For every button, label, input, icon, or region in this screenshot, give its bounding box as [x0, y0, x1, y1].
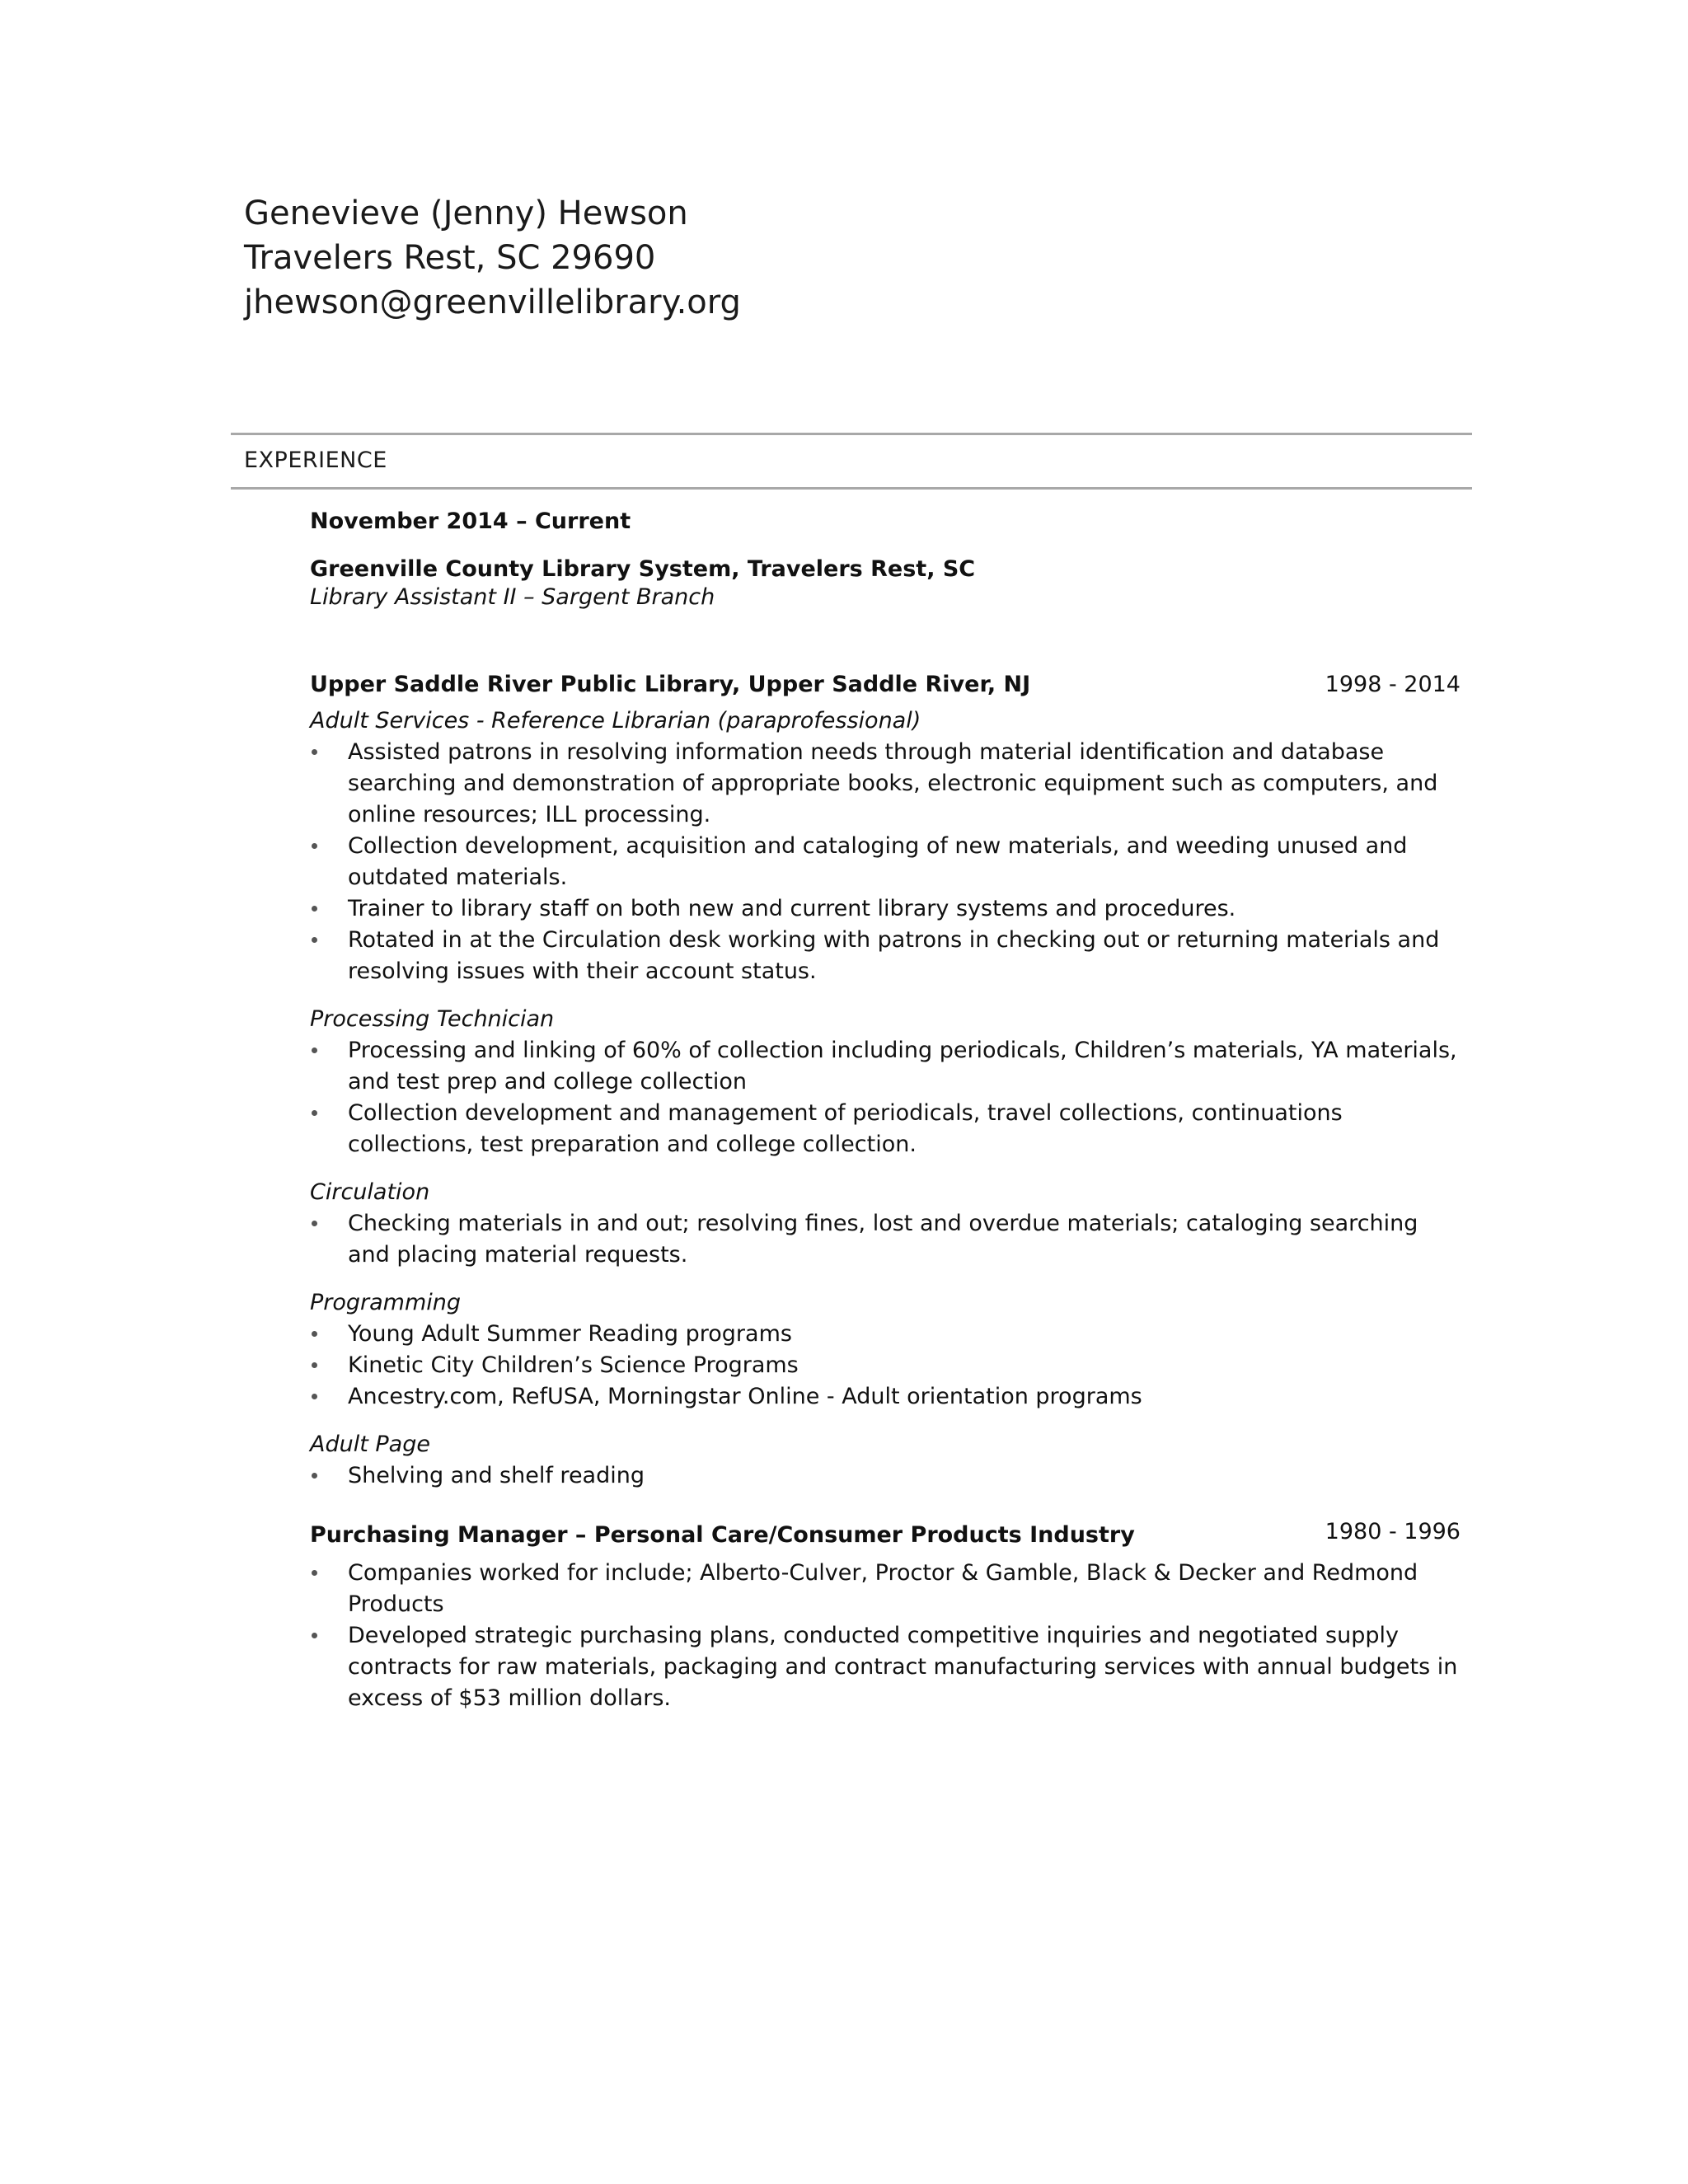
- list-item: [310, 831, 1461, 893]
- role-bullet-list: [310, 737, 1461, 987]
- role-title: Programming: [310, 1290, 462, 1315]
- job-header-row: [310, 1520, 1461, 1551]
- bullet-text: Young Adult Summer Reading programs: [348, 1321, 792, 1347]
- list-item: [310, 1208, 1461, 1271]
- bullet-icon: [312, 1473, 317, 1479]
- list-item: [310, 1098, 1461, 1160]
- bullet-icon: [312, 1362, 317, 1368]
- bullet-icon: [312, 1331, 317, 1337]
- experience-section: [310, 506, 1461, 1714]
- role-bullet-list: [310, 1319, 1461, 1413]
- job-years: 1998 - 2014: [1325, 672, 1461, 697]
- bullet-icon: [312, 749, 317, 755]
- bullet-icon: [312, 1047, 317, 1053]
- list-item: [310, 925, 1461, 987]
- job-organization: Greenville County Library System, Travelers Rest, SC: [310, 556, 976, 582]
- list-item: [310, 1319, 1461, 1350]
- list-item: [310, 1381, 1461, 1413]
- section-divider-bottom: [231, 487, 1472, 490]
- bullet-text: Collection development and management of periodicals, travel collections, continuations collections, test preparation and college collection.: [348, 1100, 1343, 1157]
- bullet-icon: [312, 906, 317, 912]
- bullet-text: Trainer to library staff on both new and current library systems and procedures.: [348, 896, 1236, 921]
- bullet-icon: [312, 1110, 317, 1116]
- bullet-icon: [312, 1570, 317, 1576]
- list-item: [310, 893, 1461, 925]
- job-organization: Upper Saddle River Public Library, Upper Saddle River, NJ: [310, 672, 1031, 697]
- list-item: [310, 737, 1461, 831]
- role-bullet-list: [310, 1035, 1461, 1160]
- section-divider-top: [231, 433, 1472, 435]
- job-purchasing-manager: [310, 1520, 1461, 1714]
- job-bullet-list: [310, 1558, 1461, 1714]
- resume-header: [244, 191, 741, 325]
- list-item: [310, 1460, 1461, 1492]
- job-role: Library Assistant II – Sargent Branch: [310, 584, 715, 610]
- bullet-text: Checking materials in and out; resolving fines, lost and overdue materials; cataloging searching and placing material requests.: [348, 1211, 1418, 1268]
- job-greenville: [310, 506, 1461, 612]
- bullet-icon: [312, 1221, 317, 1226]
- bullet-icon: [312, 843, 317, 849]
- bullet-text: Processing and linking of 60% of collection including periodicals, Children’s materials, YA materials, and test prep and college collection: [348, 1038, 1457, 1094]
- list-item: [310, 1035, 1461, 1098]
- role-bullet-list: [310, 1208, 1461, 1271]
- bullet-text: Kinetic City Children’s Science Programs: [348, 1352, 799, 1378]
- job-title: Purchasing Manager – Personal Care/Consumer Products Industry: [310, 1522, 1135, 1548]
- applicant-email: jhewson@greenvillelibrary.org: [244, 284, 741, 321]
- list-item: [310, 1620, 1461, 1714]
- bullet-text: Rotated in at the Circulation desk working with patrons in checking out or returning materials and resolving issues with their account status.: [348, 927, 1440, 984]
- bullet-text: Companies worked for include; Alberto-Culver, Proctor & Gamble, Black & Decker and Redmond Products: [348, 1560, 1418, 1617]
- bullet-icon: [312, 1394, 317, 1399]
- job-header-row: [310, 669, 1461, 701]
- role-title: Adult Services - Reference Librarian (paraprofessional): [310, 708, 921, 733]
- bullet-text: Ancestry.com, RefUSA, Morningstar Online - Adult orientation programs: [348, 1384, 1142, 1409]
- job-dates: November 2014 – Current: [310, 509, 631, 534]
- bullet-icon: [312, 937, 317, 943]
- section-title-experience: EXPERIENCE: [244, 448, 387, 473]
- role-title: Processing Technician: [310, 1006, 555, 1032]
- bullet-text: Assisted patrons in resolving information needs through material identification and database searching and demonstration of appropriate books, electronic equipment such as computers, and online resources; ILL processing.: [348, 739, 1438, 827]
- list-item: [310, 1350, 1461, 1381]
- list-item: [310, 1558, 1461, 1620]
- role-bullet-list: [310, 1460, 1461, 1492]
- bullet-text: Shelving and shelf reading: [348, 1463, 645, 1488]
- applicant-location: Travelers Rest, SC 29690: [244, 239, 656, 277]
- job-upper-saddle-river: [310, 669, 1461, 1492]
- bullet-icon: [312, 1633, 317, 1638]
- applicant-name: Genevieve (Jenny) Hewson: [244, 194, 688, 232]
- bullet-text: Developed strategic purchasing plans, conducted competitive inquiries and negotiated supply contracts for raw materials, packaging and contract manufacturing services with annual budgets in excess of $53 million dollars.: [348, 1623, 1458, 1711]
- role-title: Circulation: [310, 1179, 430, 1205]
- bullet-text: Collection development, acquisition and cataloging of new materials, and weeding unused and outdated materials.: [348, 833, 1408, 890]
- role-title: Adult Page: [310, 1432, 430, 1457]
- job-years: 1980 - 1996: [1325, 1519, 1461, 1544]
